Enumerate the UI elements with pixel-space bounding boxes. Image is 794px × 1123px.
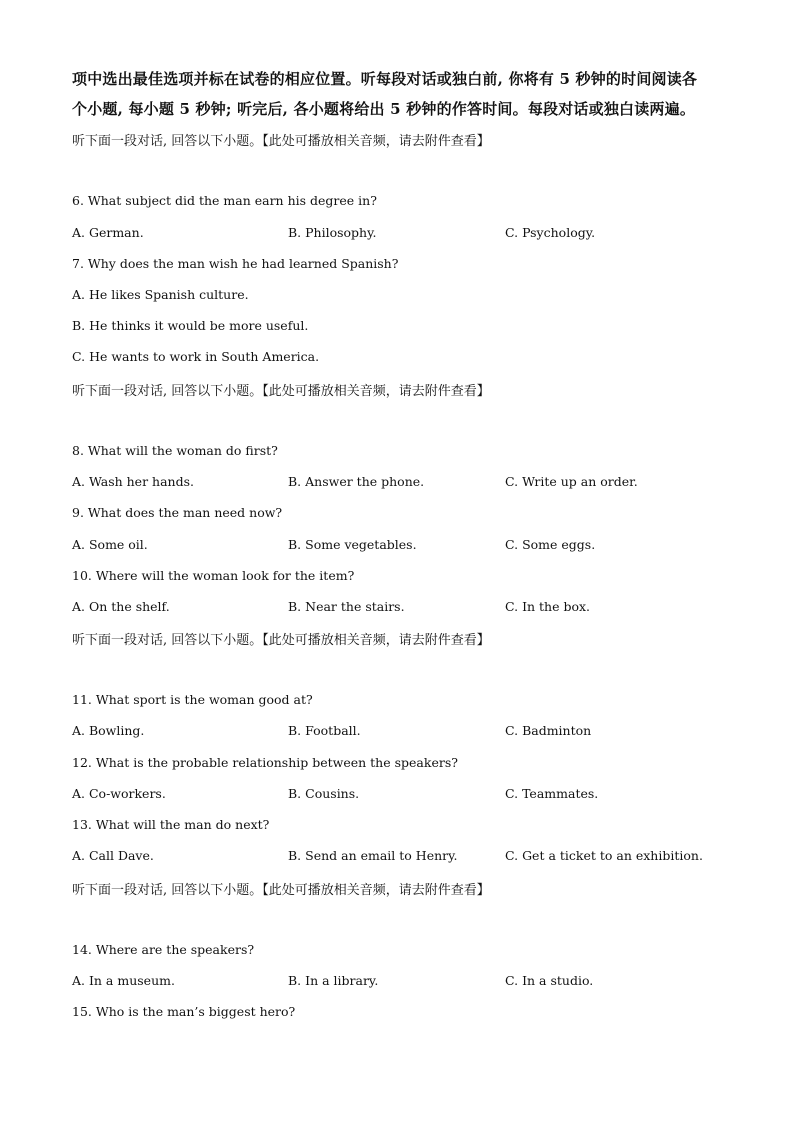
instructions-line-2: 个小题, 每小题 5 秒钟; 听完后, 各小题将给出 5 秒钟的作答时间。每段对话或独白读两遍。	[72, 100, 696, 118]
q6-option-c: C. Psychology.	[505, 225, 596, 240]
q9-option-c: C. Some eggs.	[505, 537, 596, 552]
q10-option-c: C. In the box.	[505, 599, 591, 614]
question-14: 14. Where are the speakers?	[72, 942, 255, 957]
q6-option-a: A. German.	[72, 225, 144, 240]
question-10: 10. Where will the woman look for the item?	[72, 568, 355, 583]
q7-option-a: A. He likes Spanish culture.	[72, 287, 249, 302]
q12-option-b: B. Cousins.	[288, 786, 360, 801]
q10-option-b: B. Near the stairs.	[288, 599, 405, 614]
q11-option-a: A. Bowling.	[72, 723, 145, 738]
q13-option-a: A. Call Dave.	[72, 848, 154, 863]
question-8: 8. What will the woman do first?	[72, 443, 278, 458]
q8-option-a: A. Wash her hands.	[72, 474, 194, 489]
q8-option-b: B. Answer the phone.	[288, 474, 425, 489]
listen-note: 听下面一段对话, 回答以下小题。【此处可播放相关音频，请去附件查看】	[72, 384, 490, 399]
q13-option-b: B. Send an email to Henry.	[288, 848, 458, 863]
q11-option-b: B. Football.	[288, 723, 361, 738]
q14-option-c: C. In a studio.	[505, 973, 594, 988]
q9-option-a: A. Some oil.	[72, 537, 148, 552]
q11-option-c: C. Badminton	[505, 723, 592, 738]
question-13: 13. What will the man do next?	[72, 817, 270, 832]
instructions-line-1: 项中选出最佳选项并标在试卷的相应位置。听每段对话或独白前, 你将有 5 秒钟的时间阅读各	[72, 70, 698, 88]
q10-option-a: A. On the shelf.	[72, 599, 170, 614]
question-6: 6. What subject did the man earn his degree in?	[72, 193, 377, 208]
q14-option-a: A. In a museum.	[72, 973, 175, 988]
q9-option-b: B. Some vegetables.	[288, 537, 417, 552]
q7-option-c: C. He wants to work in South America.	[72, 349, 320, 364]
q13-option-c: C. Get a ticket to an exhibition.	[505, 848, 703, 863]
listen-note: 听下面一段对话, 回答以下小题。【此处可播放相关音频，请去附件查看】	[72, 134, 490, 149]
q12-option-c: C. Teammates.	[505, 786, 599, 801]
instructions	[72, 64, 732, 124]
q6-option-b: B. Philosophy.	[288, 225, 377, 240]
q14-option-b: B. In a library.	[288, 973, 379, 988]
q8-option-c: C. Write up an order.	[505, 474, 638, 489]
listen-note: 听下面一段对话, 回答以下小题。【此处可播放相关音频，请去附件查看】	[72, 883, 490, 898]
q12-option-a: A. Co-workers.	[72, 786, 166, 801]
question-15: 15. Who is the man’s biggest hero?	[72, 1004, 296, 1019]
question-12: 12. What is the probable relationship between the speakers?	[72, 755, 458, 770]
question-7: 7. Why does the man wish he had learned Spanish?	[72, 256, 399, 271]
q7-option-b: B. He thinks it would be more useful.	[72, 318, 309, 333]
question-9: 9. What does the man need now?	[72, 505, 283, 520]
question-11: 11. What sport is the woman good at?	[72, 692, 313, 707]
listen-note: 听下面一段对话, 回答以下小题。【此处可播放相关音频，请去附件查看】	[72, 633, 490, 648]
